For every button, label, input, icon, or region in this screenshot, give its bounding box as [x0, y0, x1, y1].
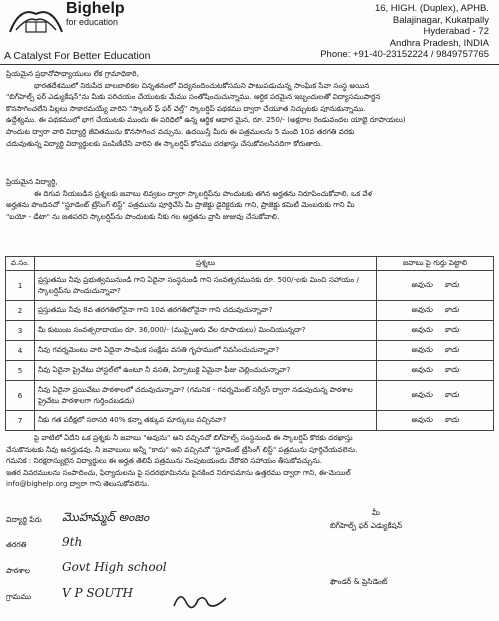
answer-yes: అవును [411, 325, 433, 334]
bighelp-logo [6, 2, 66, 36]
answer-no: కాదు [444, 345, 459, 354]
letter-line: పొందుట ద్వారా వారి విద్యార్థి జీవితమును కొనసాగించ వచ్చును. ఉదయిస్తే మీరు ఈ పత్రములను 5 మంది 10వ తరగతి వరకు [6, 126, 355, 136]
student-block [6, 176, 494, 222]
answer-yes: అవును [411, 365, 433, 374]
closing-text: మీ [372, 508, 380, 517]
table-row [6, 361, 494, 381]
address-line: Balajinagar, Kukatpally [392, 14, 489, 26]
answer-no: కాదు [444, 305, 459, 314]
table-header-row [6, 257, 494, 271]
student-line: "బయో - డేటా" ను జతపరచి స్కాలర్షిప్‌ను పొందుటకు నీకు గల అర్హతను వ్రాసి జుజువు చేసుకోవాలి. [6, 211, 280, 221]
class-label: తరగతి [6, 540, 27, 549]
table-row [6, 271, 494, 301]
row-question: నీవు ఏదైనా ప్రయివేటు పాఠశాలలో చదువుచున్నావా? (గమనిక - గవర్నమెంట్ సర్వీస్ ద్వారా నడుపుచున్న పాఠశాల ప్రైవేటు పాఠశాలగా గుర్తించబడదు) [35, 381, 377, 411]
answer-yes: అవును [411, 415, 433, 424]
student-name-label: విద్యార్థి పేరు [6, 515, 42, 524]
table-row [6, 341, 494, 361]
org-sign: బిగ్‌హెల్ప్ ఫర్ ఎడ్యుకేషన్ [330, 521, 403, 530]
table-row [6, 321, 494, 341]
letter-line: భారతదేశములో నిరుపేద బాలబాలికల చిన్నతనంలో విద్యనందించుటకోసమని పాటుపడుచున్న సాంఘిక సేవా సంస్థ అయిన [34, 80, 370, 90]
row-question: ప్రస్తుతము నీవు 8వ తరగతిలోనైనా గాని 10వ తరగతిలోనైనా గాని చదువుచున్నావా? [35, 301, 377, 321]
answer-no: కాదు [444, 415, 459, 424]
address-block [320, 3, 489, 61]
row-number: 3 [6, 321, 35, 341]
footer-line: గమనిక : నిరక్షరాస్యులైన విద్యార్థులు ఈ అర్హత తెలిపే పత్రమును నింపుటయందు వేరొకరి సహాయం తీసుకోవచ్చును. [6, 456, 323, 466]
brand-name: Bighelp [66, 0, 125, 17]
row-answer[interactable] [377, 341, 494, 361]
col-question-header: ప్రశ్నలు [35, 257, 377, 271]
address-line: Phone: +91-40-23152224 / 9849757765 [320, 49, 489, 61]
table-row [6, 411, 494, 431]
tagline: A Catalyst For Better Education [4, 50, 151, 62]
letter-line: కొనసాగించలేని పిల్లలు సాకారమయ్యే వారిని "స్కాలర్ ఫ్ ఫర్ వెల్త్" స్కాలర్షిప్ పథకము ద్వారా చేయూత నిచ్చుటకు పూనుకున్నాము. [6, 103, 366, 113]
row-number: 2 [6, 301, 35, 321]
footer-line: ఇతర వివరములను సంపాదించు, ఫిర్యాదులను పై సదరభూమినను పైనకింద నిరూపమాసు ఉత్తరము ద్వారా గాని, ఈ-మెయిల్ [6, 467, 351, 477]
col-number-header: వ.సం. [6, 257, 35, 271]
address-line: 16, HIGH. (Duplex), APHB. [374, 3, 489, 14]
row-number: 4 [6, 341, 35, 361]
row-question: నీకు గత పరీక్షలో సరాసరి 40% కన్నా తక్కువ మార్కులు వచ్చినవా? [35, 411, 377, 431]
row-number: 7 [6, 411, 35, 431]
village-value[interactable]: V P SOUTH [62, 586, 134, 600]
founder-title: ఫౌండర్ & ప్రెసిడెంట్ [330, 577, 388, 586]
col-answer-header: జవాబు పై గుర్తు పెట్టాలి [377, 257, 494, 271]
row-question: ప్రస్తుతము నీవు ప్రభుత్వమునుండి గాని ఏదైనా సంస్థనుండి గాని సంవత్సరమునకు రూ. 500/-లకు మించి సహాయం / స్కాలర్షిప్‌ను పొందుచున్నావా? [35, 271, 377, 301]
school-value[interactable]: Govt High school [62, 560, 167, 574]
row-question: మీ కుటుంబ సంవత్సరాదాయం రూ. 36,000/- (ముప్పైఆరు వేల రూపాయలు) మించియున్నదా? [35, 321, 377, 341]
student-line: ఈ దిగువ నీయబడిన ప్రశ్నలకు జవాబు లివ్వటం ద్వారా స్కాలర్షిప్‌ను పొందుటకు తగిన అర్హతను నిరూపించుకోవాలి. ఒక వేళ [34, 188, 373, 198]
letter-line: చదువుతున్న విద్యార్థి విద్యార్థులకు పంపిణీచేసి వారిని ఈ స్కాలర్షిప్ కోసము దరఖాస్తు చేసుకోవలసినదిగా కోరుతారు. [6, 138, 323, 148]
row-number: 5 [6, 361, 35, 381]
row-answer[interactable] [377, 321, 494, 341]
letter-block [6, 68, 494, 149]
row-answer[interactable] [377, 361, 494, 381]
answer-yes: అవును [411, 280, 433, 289]
row-answer[interactable] [377, 301, 494, 321]
table-row [6, 301, 494, 321]
eligibility-table [5, 256, 494, 431]
class-value[interactable]: 9th [62, 535, 83, 549]
letter-salutation: ప్రియమైన ప్రధానోపాధ్యాయులు లేక గ్రామాధికారి, [6, 69, 139, 78]
brand-sub: for education [66, 17, 119, 27]
row-number: 6 [6, 381, 35, 411]
table-row [6, 381, 494, 411]
handwritten-signature [170, 588, 230, 612]
address-line: Hyderabad - 72 [423, 26, 489, 38]
answer-no: కాదు [444, 390, 459, 399]
letter-line: ఉద్దేశ్యము. ఈ పథకములో భాగ చేయుటకు ముందు ఈ పరిధిలో ఉన్న ఆర్థిక ఆధార మైన, రూ. 250/- (అక్షరాల రెండువందల యాభై రూపాయలు) [6, 115, 406, 125]
header-divider [0, 64, 499, 65]
row-answer[interactable] [377, 271, 494, 301]
answer-no: కాదు [444, 280, 459, 289]
answer-no: కాదు [444, 365, 459, 374]
student-line: అర్హతను పొందినచో "స్టూడెంట్ ట్రేసింగ్ లిస్ట్" పత్రమును పూర్తిచేసి మీ ప్రాజెక్టు డైరెక్టరుకు గాని, ప్రాజెక్టు కమిటీ మెంబరుకు గాని మీ [6, 200, 355, 210]
school-label: పాఠశాల [6, 566, 31, 575]
footer-notes [6, 432, 494, 490]
answer-yes: అవును [411, 390, 433, 399]
row-number: 1 [6, 271, 35, 301]
address-line: Andhra Pradesh, INDIA [389, 37, 489, 49]
student-salutation: ప్రియమైన విద్యార్థి, [6, 177, 58, 186]
answer-no: కాదు [444, 325, 459, 334]
answer-yes: అవును [411, 305, 433, 314]
row-question: నీవు గవర్నమెంటు వారి ఏదైనా సాంఘిక సంక్షేమ వసతి గృహములో నివసించుచున్నావా? [35, 341, 377, 361]
answer-yes: అవును [411, 345, 433, 354]
student-name-value[interactable]: మొహమ్మద్ అంజం [62, 510, 150, 524]
row-question: నీవు ఏదైనా ప్రైవేటు హాస్టల్‌లో ఉంటూ నీ వసతి, ఏర్పాటుకై ఏమైనా ఫీజు చెల్లించుచున్నావా? [35, 361, 377, 381]
footer-line: చేసుకొనుటకు నీవు అనర్హుడవు. నీ జవాబులు అన్నీ "కాదు" అని వచ్చినచో "స్టూడెంట్ ట్రేసింగ్ లిస్ట్" పత్రమును పూర్తిచేయవలెను. [6, 444, 358, 454]
letter-line: "బిగ్‌హెల్ప్ ఫర్ ఎడ్యుకేషన్"ను మీకు పరిచయం చేయుటకు మేము సంతోషించుచున్నాము. ఆర్థిక పరమైన ఇబ్బందులతో విద్యాసముపార్జన [6, 92, 381, 102]
village-label: గ్రామము [6, 592, 32, 601]
footer-line: పై వాటిలో ఏదేని ఒక ప్రశ్నకు నీ జవాబు "అవును" అని వచ్చినచో బిగ్‌హెల్ప్ సంస్థనుండి ఈ స్కాలర్షిప్ కొరకు దరఖాస్తు [34, 433, 353, 442]
footer-line: info@bighelp.org ద్వారా గాని తెలుసుకోవలెను. [6, 479, 150, 489]
row-answer[interactable] [377, 411, 494, 431]
row-answer[interactable] [377, 381, 494, 411]
